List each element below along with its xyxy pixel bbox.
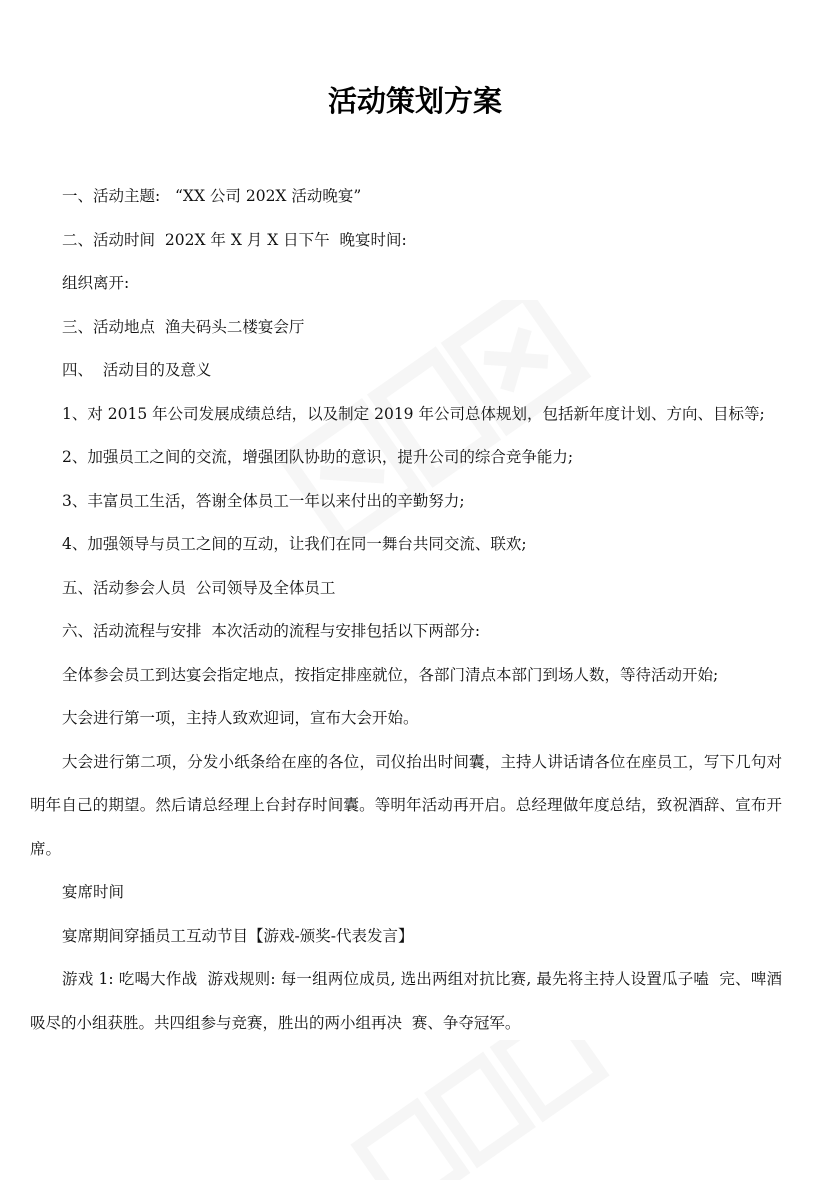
paragraph: 大会进行第一项，主持人致欢迎词，宣布大会开始。: [62, 709, 419, 727]
paragraph: 4、加强领导与员工之间的互动，让我们在同一舞台共同交流、联欢;: [62, 535, 527, 553]
paragraph: 五、活动参会人员 公司领导及全体员工: [62, 578, 336, 597]
paragraph: 四、 活动目的及意义: [62, 361, 212, 379]
paragraph: 一、活动主题: “XX 公司 202X 活动晚宴”: [62, 187, 362, 205]
watermark-logo-icon: [330, 1040, 630, 1180]
paragraph: 六、活动流程与安排 本次活动的流程与安排包括以下两部分:: [62, 622, 481, 640]
document-body: [30, 175, 782, 1045]
paragraph: 3、丰富员工生活，答谢全体员工一年以来付出的辛勤努力;: [62, 491, 465, 510]
paragraph: 大会进行第二项，分发小纸条给在座的各位，司仪抬出时间囊，主持人讲话请各位在座员工，写下几句对明年自己的期望。然后请总经理上台封存时间囊。等明年活动再开启。总经理做年度总结，致祝酒辞、宣布开席。: [30, 752, 782, 858]
paragraph: 2、加强员工之间的交流，增强团队协助的意识，提升公司的综合竞争能力;: [62, 448, 574, 466]
paragraph: 游戏 1: 吃喝大作战 游戏规则: 每一组两位成员, 选出两组对抗比赛, 最先将主持人设置瓜子嗑 完、啤酒吸尽的小组获胜。共四组参与竞赛，胜出的两小组再决 赛、争夺冠军。: [30, 970, 782, 1032]
paragraph: 三、活动地点 渔夫码头二楼宴会厅: [62, 317, 305, 336]
paragraph: 宴席期间穿插员工互动节目【游戏-颁奖-代表发言】: [62, 926, 414, 945]
document-title: 活动策划方案: [327, 84, 502, 118]
paragraph: 1、对 2015 年公司发展成绩总结，以及制定 2019 年公司总体规划，包括新年度计划、方向、目标等;: [62, 404, 765, 423]
paragraph: 二、活动时间 202X 年 X 月 X 日下午 晚宴时间:: [62, 230, 407, 249]
paragraph: 全体参会员工到达宴会指定地点，按指定排座就位，各部门清点本部门到场人数，等待活动开始;: [62, 665, 719, 684]
paragraph: 组织离开:: [62, 274, 130, 292]
paragraph: 宴席时间: [62, 883, 125, 901]
